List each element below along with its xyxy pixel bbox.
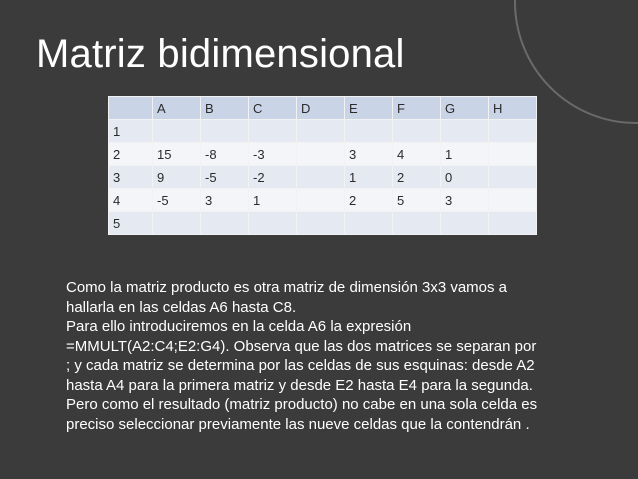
table-cell [393,120,441,143]
table-cell: 3 [441,189,489,212]
table-cell [297,120,345,143]
text-line: hallarla en las celdas A6 hasta C8. [66,298,297,316]
table-cell [345,212,393,235]
table-cell [489,166,537,189]
table-cell: -8 [201,143,249,166]
column-header-cell: E [345,97,393,120]
text-line: Como la matriz producto es otra matriz de dimensión 3x3 vamos a [66,279,508,296]
column-header-cell: C [249,97,297,120]
table-row [109,212,537,235]
column-header-cell: F [393,97,441,120]
table-cell: 1 [249,189,297,212]
text-line: =MMULT(A2:C4;E2:G4). Observa que las dos matrices se separan por [66,337,537,355]
table-cell: 9 [153,166,201,189]
table-cell: 2 [345,189,393,212]
table-cell: -5 [153,189,201,212]
table-cell [297,189,345,212]
table-cell [249,212,297,235]
table-header-row [109,97,537,120]
table-cell [297,212,345,235]
table-cell [153,212,201,235]
table-cell [153,120,201,143]
column-header-cell: D [297,97,345,120]
table-cell: 3 [345,143,393,166]
text-line: hasta A4 para la primera matriz y desde E2 hasta E4 para la segunda. [66,376,533,394]
text-line: preciso seleccionar previamente las nueve celdas que la contendrán . [66,415,530,433]
table-cell [489,120,537,143]
table-cell [345,120,393,143]
table-cell: 3 [201,189,249,212]
table-cell: 1 [345,166,393,189]
table-cell: 4 [393,143,441,166]
text-line: ; y cada matriz se determina por las celdas de sus esquinas: desde A2 [66,357,535,374]
row-header-cell: 3 [109,166,153,189]
row-header-cell: 1 [109,120,153,143]
row-header-cell: 5 [109,212,153,235]
table-row [109,166,537,189]
table-cell [201,120,249,143]
table-cell [441,120,489,143]
table-row [109,189,537,212]
table-cell: 1 [441,143,489,166]
table-cell: -3 [249,143,297,166]
table-cell [297,166,345,189]
table-cell: 2 [393,166,441,189]
spreadsheet-table [108,96,537,235]
table-cell: 0 [441,166,489,189]
column-header-cell: A [153,97,201,120]
column-header-cell: B [201,97,249,120]
table-cell: -5 [201,166,249,189]
table-cell: 5 [393,189,441,212]
table-cell [441,212,489,235]
table-cell [201,212,249,235]
table-row [109,143,537,166]
column-header-cell: G [441,97,489,120]
table-cell: -2 [249,166,297,189]
table-cell [489,212,537,235]
slide-title: Matriz bidimensional [36,32,405,76]
table-row [109,120,537,143]
table-cell [393,212,441,235]
row-header-cell: 4 [109,189,153,212]
row-header-cell: 2 [109,143,153,166]
text-line: Para ello introduciremos en la celda A6 la expresión [66,318,412,335]
table-cell [297,143,345,166]
column-header-cell: H [489,97,537,120]
table-cell [249,120,297,143]
text-line: Pero como el resultado (matriz producto) no cabe en una sola celda es [66,396,538,413]
table-cell [489,143,537,166]
table-cell [489,189,537,212]
table-cell: 15 [153,143,201,166]
column-header-cell [109,97,153,120]
explanation-text [66,278,586,434]
